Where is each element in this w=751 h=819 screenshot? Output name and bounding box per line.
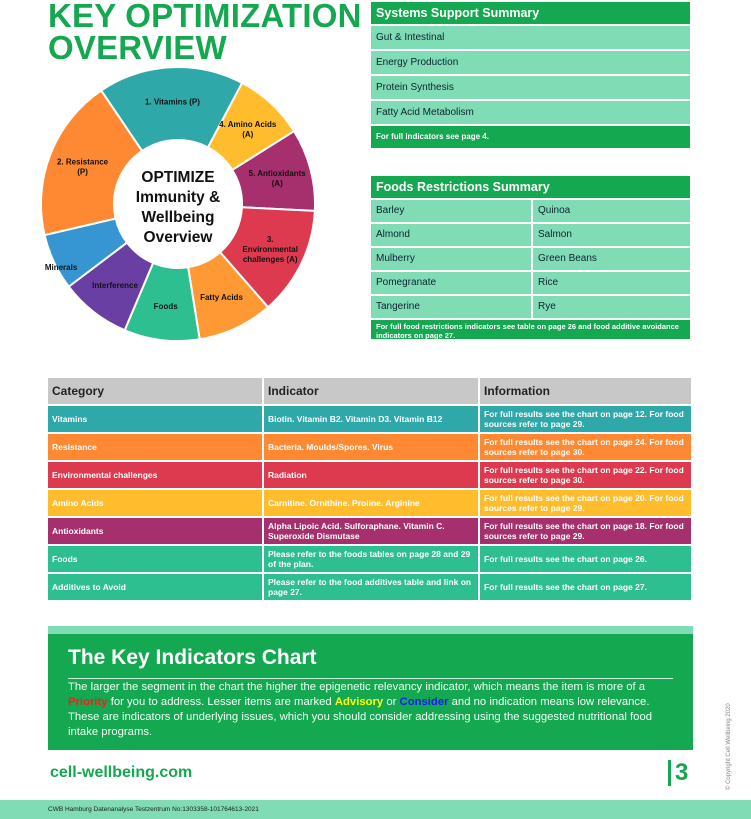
donut-segment-label: Fatty Acids: [200, 292, 243, 302]
category-cell: Vitamins: [48, 405, 263, 433]
table-row: [48, 573, 692, 600]
table-header-row: [48, 378, 692, 405]
indicator-cell: Please refer to the foods tables on page 28 and 29 of the plan.: [263, 545, 479, 573]
consider-keyword: Consider: [399, 696, 449, 708]
column-header-information: Information: [479, 378, 692, 405]
desc-text: or: [383, 696, 400, 708]
information-cell: For full results see the chart on page 20. For food sources refer to page 29.: [479, 489, 692, 517]
indicator-table: [48, 378, 693, 600]
category-cell: Resistance: [48, 433, 263, 461]
category-cell: Amino Acids: [48, 489, 263, 517]
page-title-line2: OVERVIEW: [48, 29, 227, 66]
donut-segment-label: Interference: [92, 280, 138, 290]
donut-segment-label: 3. Environmental challenges (A): [242, 234, 298, 264]
food-item: Salmon: [531, 222, 690, 246]
advisory-keyword: Advisory: [334, 696, 384, 708]
donut-center-text: Immunity &: [135, 189, 221, 206]
page-title: [48, 0, 362, 64]
systems-support-header: Systems Support Summary: [371, 2, 690, 24]
table-row: [48, 433, 692, 461]
systems-row: Gut & Intestinal: [371, 24, 690, 49]
information-cell: For full results see the chart on page 24. For food sources refer to page 30.: [479, 433, 692, 461]
category-cell: Antioxidants: [48, 517, 263, 545]
key-box-stripe: [48, 626, 693, 634]
donut-segment-label: Minerals: [44, 263, 78, 273]
table-row: [48, 489, 692, 517]
food-item: Barley: [371, 198, 531, 222]
key-indicators-title: The Key Indicators Chart: [68, 646, 317, 669]
donut-segment-label: 4. Amino Acids (A): [219, 119, 277, 139]
information-cell: For full results see the chart on page 27.: [479, 573, 692, 600]
desc-text: for you to address. Lesser items are marked: [107, 696, 335, 708]
desc-text: The larger the segment in the chart the higher the epigenetic relevancy indicator, which means the item is more of a: [68, 681, 646, 693]
donut-segment-label: 1. Vitamins (P): [144, 97, 200, 107]
systems-support-summary: [371, 2, 690, 148]
food-item: Green Beans: [531, 246, 690, 270]
copyright-notice: © Copyright Cell Wellbeing 2020: [726, 703, 732, 790]
information-cell: For full results see the chart on page 18. For food sources refer to page 29.: [479, 517, 692, 545]
foods-footer-link[interactable]: For full food restrictions indicators see table on page 26 and food additive avoidance indicators on page 27.: [371, 318, 690, 339]
website-link[interactable]: cell-wellbeing.com: [50, 764, 193, 781]
category-cell: Environmental challenges: [48, 461, 263, 489]
column-header-category: Category: [48, 378, 263, 405]
foods-restrictions-summary: [371, 176, 690, 339]
food-item: Almond: [371, 222, 531, 246]
category-cell: Additives to Avoid: [48, 573, 263, 600]
donut-segment-label: 5. Antioxidants (A): [248, 169, 306, 189]
table-row: [48, 517, 692, 545]
indicator-cell: Bacteria. Moulds/Spores. Virus: [263, 433, 479, 461]
information-cell: For full results see the chart on page 12. For food sources refer to page 29.: [479, 405, 692, 433]
table-row: [48, 405, 692, 433]
indicator-cell: Radiation: [263, 461, 479, 489]
donut-segment-label: 2. Resistance (P): [56, 157, 109, 177]
indicator-cell: Carnitine. Ornithine. Proline. Arginine: [263, 489, 479, 517]
divider: [68, 678, 673, 679]
indicator-cell: Alpha Lipoic Acid. Sulforaphane. Vitamin C. Superoxide Dismutase: [263, 517, 479, 545]
priority-keyword: Priority: [68, 696, 108, 708]
indicator-cell: Please refer to the food additives table and link on page 27.: [263, 573, 479, 600]
systems-row: Protein Synthesis: [371, 74, 690, 99]
food-item: Rye: [531, 294, 690, 318]
donut-center-text: Wellbeing: [141, 209, 215, 226]
foods-restrictions-header: Foods Restrictions Summary: [371, 176, 690, 198]
category-cell: Foods: [48, 545, 263, 573]
systems-footer-link[interactable]: For full indicators see page 4.: [371, 124, 690, 148]
systems-row: Energy Production: [371, 49, 690, 74]
indicator-cell: Biotin. Vitamin B2. Vitamin D3. Vitamin B12: [263, 405, 479, 433]
key-indicators-donut-chart: [30, 62, 330, 362]
information-cell: For full results see the chart on page 26.: [479, 545, 692, 573]
desc-text: and no indication means low relevance. These are indicators of underlying issues, which you should consider addressing using the suggested nutritional food intake programs.: [68, 696, 653, 738]
page-number: 3: [668, 760, 688, 786]
systems-row: Fatty Acid Metabolism: [371, 99, 690, 124]
information-cell: For full results see the chart on page 22. For food sources refer to page 30.: [479, 461, 692, 489]
table-row: [48, 545, 692, 573]
footer-reference: CWB Hamburg Datenanalyse Testzentrum No:1303358-101764613-2021: [48, 806, 259, 813]
key-indicators-description: [68, 680, 680, 740]
table-row: [48, 461, 692, 489]
food-item: Tangerine: [371, 294, 531, 318]
footer-bar: [0, 800, 751, 819]
column-header-indicator: Indicator: [263, 378, 479, 405]
food-item: Rice: [531, 270, 690, 294]
key-indicators-box: [48, 626, 693, 750]
donut-segment-label: Foods: [153, 301, 178, 311]
donut-center-text: Overview: [143, 229, 213, 246]
food-item: Quinoa: [531, 198, 690, 222]
food-item: Pomegranate: [371, 270, 531, 294]
page-title-line1: KEY OPTIMIZATION: [48, 0, 362, 34]
donut-center-text: OPTIMIZE: [141, 169, 215, 186]
food-item: Mulberry: [371, 246, 531, 270]
